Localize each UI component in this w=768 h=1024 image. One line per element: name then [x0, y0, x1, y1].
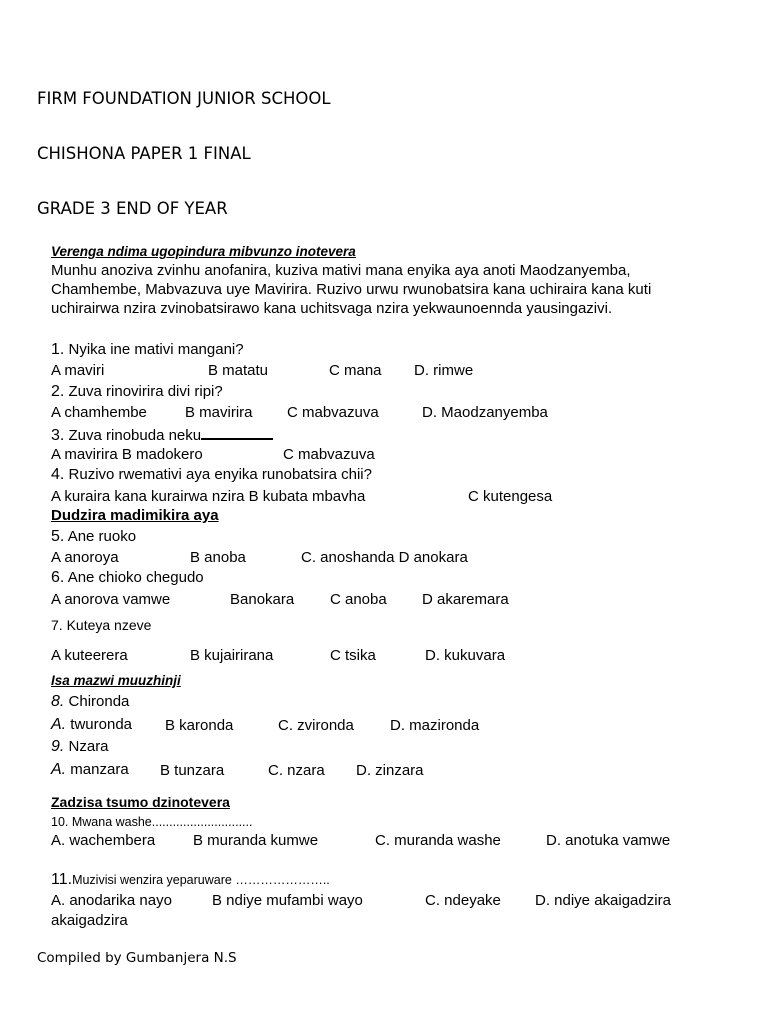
option: D akaremara	[422, 591, 509, 608]
option-letter: A.	[51, 761, 67, 778]
question-3	[51, 424, 273, 445]
option: B matatu	[208, 362, 269, 379]
question-number: 1.	[51, 341, 65, 358]
option: C. nzara	[268, 762, 325, 779]
paper-title: CHISHONA PAPER 1 FINAL	[37, 144, 251, 163]
question-number: 8.	[51, 693, 65, 710]
option: C mabvazuva	[283, 446, 375, 463]
option: A. anodarika nayo	[51, 892, 172, 909]
option-text: twuronda	[70, 716, 133, 733]
question-number: 4.	[51, 466, 65, 483]
question-number: 2.	[51, 383, 65, 400]
option-letter: A.	[51, 716, 67, 733]
question-1	[51, 341, 244, 359]
footer-credit: Compiled by Gumbanjera N.S	[37, 950, 237, 966]
option: Banokara	[230, 591, 295, 608]
option: D. mazironda	[390, 717, 480, 734]
option: B karonda	[165, 717, 234, 734]
option: C mabvazuva	[287, 404, 379, 421]
question-text: Zuva rinovirira divi ripi?	[68, 383, 223, 400]
option: A maviri	[51, 362, 105, 379]
question-number: 11.	[51, 871, 73, 888]
option: D. ndiye akaigadzira	[535, 892, 671, 909]
option: D. zinzara	[356, 762, 424, 779]
section-heading: Isa mazwi muuzhinji	[51, 673, 181, 688]
question-2	[51, 383, 223, 401]
option: C kutengesa	[468, 488, 553, 505]
option: C tsika	[330, 647, 376, 664]
question-7: 7. Kuteya nzeve	[51, 617, 152, 633]
question-text: Nyika ine mativi mangani?	[68, 341, 244, 358]
option: A anoroya	[51, 549, 119, 566]
question-4	[51, 466, 372, 484]
option: B anoba	[190, 549, 246, 566]
option: B ndiye mufambi wayo	[212, 892, 363, 909]
question-9	[51, 738, 109, 756]
option: C mana	[329, 362, 382, 379]
grade-title: GRADE 3 END OF YEAR	[37, 199, 228, 218]
option: D. Maodzanyemba	[422, 404, 548, 421]
option: A mavirira B madokero	[51, 446, 203, 463]
question-6	[51, 569, 204, 587]
question-number: 6.	[51, 569, 65, 586]
question-text: Muzivisi wenzira yeparuware …………………..	[72, 873, 330, 887]
option	[51, 761, 129, 779]
option-text: manzara	[70, 761, 129, 778]
question-text: Ruzivo rwemativi aya enyika runobatsira chii?	[68, 466, 372, 483]
question-11	[51, 871, 330, 889]
option: D. anotuka vamwe	[546, 832, 671, 849]
option: B muranda kumwe	[193, 832, 319, 849]
option: B kujairirana	[190, 647, 274, 664]
passage-line: Munhu anoziva zvinhu anofanira, kuziva mativi mana enyika aya anoti Maodzanyemba,	[51, 262, 631, 279]
option-wrap: akaigadzira	[51, 912, 128, 929]
question-number: 3.	[51, 427, 65, 444]
option: C anoba	[330, 591, 387, 608]
option: A. wachembera	[51, 832, 156, 849]
option: A kuteerera	[51, 647, 128, 664]
option: D. kukuvara	[425, 647, 506, 664]
option: C. zvironda	[278, 717, 354, 734]
section-heading: Dudzira madimikira aya	[51, 507, 219, 524]
option: C. ndeyake	[425, 892, 501, 909]
section-heading: Zadzisa tsumo dzinotevera	[51, 794, 230, 810]
passage-instruction: Verenga ndima ugopindura mibvunzo inotevera	[51, 244, 356, 259]
option: A anorova vamwe	[51, 591, 171, 608]
passage-line: Chamhembe, Mabvazuva uye Mavirira. Ruzivo urwu rwunobatsira kana uchiraira kana kuti	[51, 281, 652, 298]
question-number: 5.	[51, 528, 65, 545]
passage-line: uchirairwa nzira zvinobatsirawo kana uchitsvaga nzira yekwaunoennda yausingazivi.	[51, 300, 613, 317]
option: B mavirira	[185, 404, 253, 421]
option: A kuraira kana kurairwa nzira B kubata mbavha	[51, 488, 366, 505]
question-10: 10. Mwana washe.............................	[51, 815, 253, 829]
question-text: Nzara	[68, 738, 109, 755]
option: B tunzara	[160, 762, 225, 779]
question-text: Ane chioko chegudo	[67, 569, 204, 586]
option: D. rimwe	[414, 362, 474, 379]
question-text: Chironda	[68, 693, 130, 710]
question-5	[51, 528, 136, 546]
question-text: Zuva rinobuda neku	[68, 427, 202, 444]
option	[51, 716, 132, 734]
answer-blank	[201, 424, 273, 440]
option: C. muranda washe	[375, 832, 501, 849]
question-8	[51, 693, 129, 711]
question-text: Ane ruoko	[67, 528, 137, 545]
option: C. anoshanda D anokara	[301, 549, 468, 566]
school-name: FIRM FOUNDATION JUNIOR SCHOOL	[37, 89, 331, 108]
question-number: 9.	[51, 738, 65, 755]
option: A chamhembe	[51, 404, 147, 421]
